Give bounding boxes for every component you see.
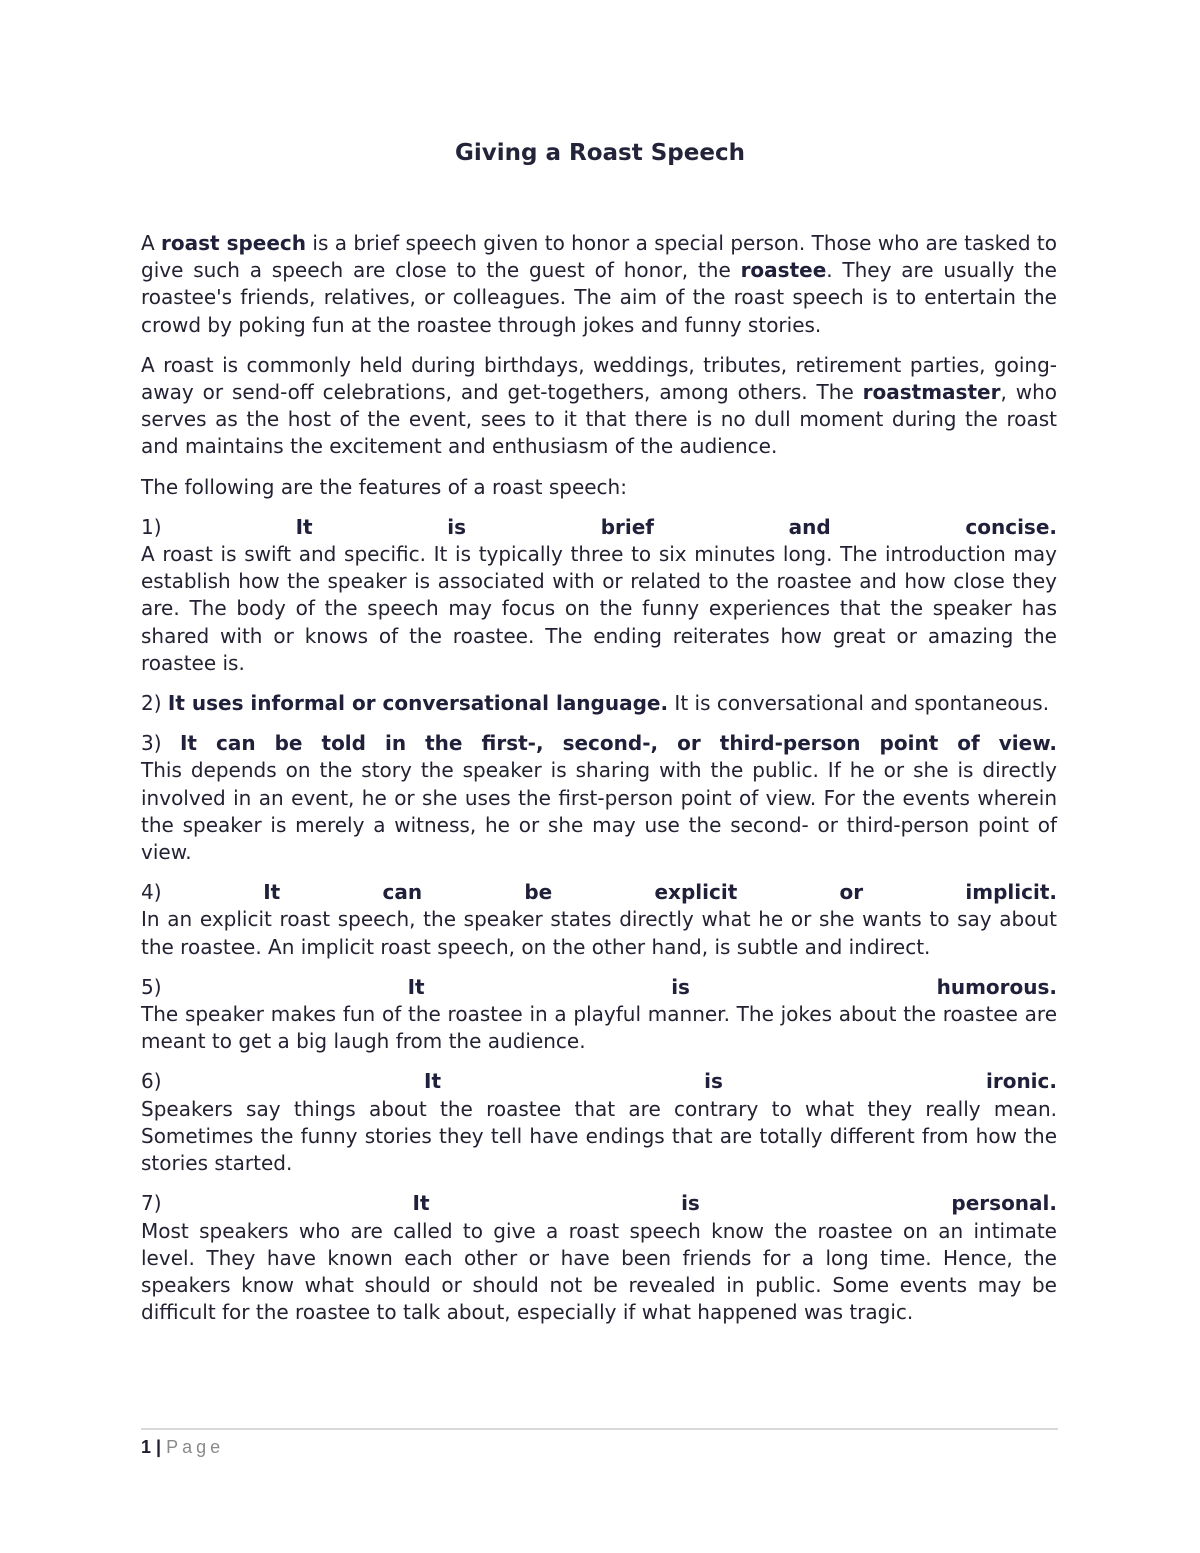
feature-2	[141, 690, 1057, 717]
feature-heading: It is humorous.	[407, 974, 1057, 999]
feature-heading: It can be told in the first-, second-, or third-person point of view.	[179, 731, 1057, 756]
feature-7	[141, 1190, 1057, 1326]
feature-6	[141, 1068, 1057, 1177]
page-label: Page	[166, 1437, 225, 1457]
feature-heading: It can be explicit or implicit.	[263, 880, 1057, 905]
feature-4	[141, 879, 1057, 961]
feature-body: A roast is swift and specific. It is typically three to six minutes long. The introduction may establish how the speaker is associated with or related to the roastee and how close they are. The body of the speech may focus on the funny experiences that the speaker has shared with or knows of the roastee. The ending reiterates how great or amazing the roastee is.	[141, 542, 1057, 675]
feature-3	[141, 730, 1057, 866]
intro-paragraph-1	[141, 230, 1057, 339]
feature-body: Most speakers who are called to give a roast speech know the roastee on an intimate level. They have known each other or have been friends for a long time. Hence, the speakers know what should or should not be revealed in public. Some events may be difficult for the roastee to talk about, especially if what happened was tragic.	[141, 1218, 1057, 1325]
intro-paragraph-2	[141, 352, 1057, 461]
feature-7-heading-line	[141, 1190, 1057, 1217]
document-body	[141, 230, 1057, 1339]
feature-number: 6)	[141, 1069, 425, 1094]
feature-heading: It is ironic.	[424, 1069, 1057, 1094]
text-run: A roast is commonly held during birthdays, weddings, tributes, retirement parties, going-away or send-off celebrations, and get-togethers, among others. The	[141, 352, 1057, 405]
text-run: . They are usually the roastee's friends, relatives, or colleagues. The aim of the roast speech is to entertain the crowd by poking fun at the roastee through jokes and funny stories.	[141, 258, 1057, 337]
document-title: Giving a Roast Speech	[455, 140, 745, 166]
feature-6-heading-line	[141, 1068, 1057, 1095]
feature-heading: It is personal.	[412, 1191, 1057, 1216]
term-roastee: roastee	[740, 258, 827, 283]
feature-3-heading-line	[141, 730, 1057, 757]
feature-number: 3)	[141, 731, 180, 756]
feature-body: The speaker makes fun of the roastee in a playful manner. The jokes about the roastee are meant to get a big laugh from the audience.	[141, 1002, 1057, 1054]
text-run: A	[141, 231, 162, 255]
feature-1-heading-line	[141, 514, 1057, 541]
page-footer	[141, 1428, 1058, 1458]
text-run: is a brief speech given to honor a special person. Those who are tasked to give such a speech are close to the guest of honor, the	[141, 231, 1057, 283]
feature-body: Speakers say things about the roastee that are contrary to what they really mean. Sometimes the funny stories they tell have endings that are totally different from how the stories started.	[141, 1096, 1057, 1176]
term-roastmaster: roastmaster	[862, 380, 1001, 405]
feature-number: 2)	[141, 691, 168, 716]
feature-number: 5)	[141, 974, 408, 999]
feature-number: 1)	[141, 514, 296, 539]
feature-heading: It is brief and concise.	[295, 514, 1057, 539]
intro-paragraph-3: The following are the features of a roast speech:	[141, 474, 627, 499]
feature-body: This depends on the story the speaker is sharing with the public. If he or she is directly involved in an event, he or she uses the first-person point of view. For the events wherein the speaker is merely a witness, he or she may use the second- or third-person point of view.	[141, 758, 1057, 865]
feature-1	[141, 514, 1057, 677]
feature-5	[141, 974, 1057, 1056]
page-number: 1	[141, 1437, 152, 1457]
feature-body: In an explicit roast speech, the speaker states directly what he or she wants to say about the roastee. An implicit roast speech, on the other hand, is subtle and indirect.	[141, 907, 1057, 959]
footer-separator: |	[151, 1437, 167, 1457]
term-roast-speech: roast speech	[161, 231, 307, 255]
feature-number: 7)	[141, 1191, 413, 1216]
feature-body: It is conversational and spontaneous.	[668, 691, 1050, 716]
text-run: , who serves as the host of the event, sees to it that there is no dull moment during the roast and maintains the excitement and enthusiasm of the audience.	[141, 380, 1057, 459]
feature-4-heading-line	[141, 879, 1057, 906]
feature-number: 4)	[141, 880, 264, 905]
feature-heading: It uses informal or conversational language.	[167, 691, 669, 716]
feature-5-heading-line	[141, 974, 1057, 1001]
